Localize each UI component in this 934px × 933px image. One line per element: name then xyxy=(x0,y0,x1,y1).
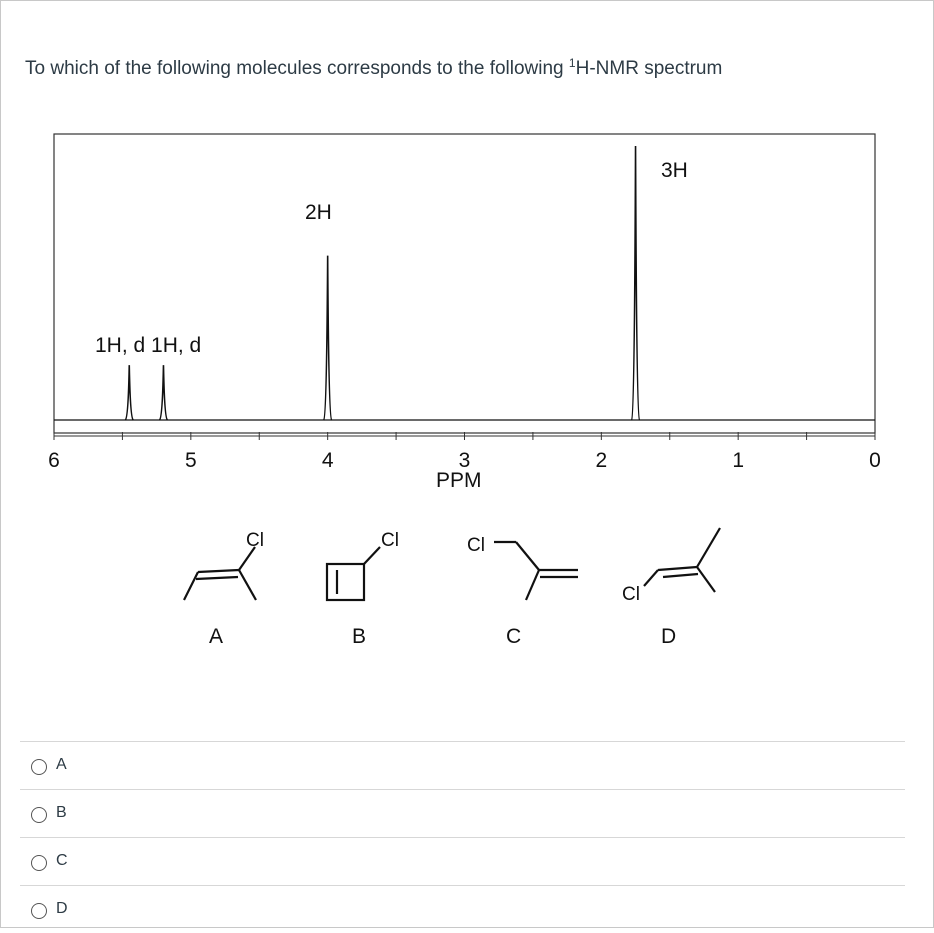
molecule-d-cl: Cl xyxy=(622,584,640,605)
answer-choices xyxy=(20,741,905,933)
nmr-peak-3 xyxy=(632,146,640,420)
ticks-group xyxy=(48,432,881,472)
x-tick-label-4: 2 xyxy=(595,449,608,472)
x-tick-label-0: 6 xyxy=(48,449,60,472)
radio-d[interactable] xyxy=(31,903,47,919)
molecule-c xyxy=(494,542,578,600)
molecule-c-cl: Cl xyxy=(467,535,485,556)
molecule-d-label: D xyxy=(661,625,677,648)
x-tick-label-1: 5 xyxy=(184,449,197,472)
molecule-d xyxy=(644,528,720,592)
question-text: To which of the following molecules corresponds to the following $^1$H-NMR spectrum xyxy=(25,56,723,79)
molecule-b xyxy=(327,547,380,600)
nmr-peak-1 xyxy=(159,365,167,420)
choice-a-label: A xyxy=(56,756,67,773)
radio-c[interactable] xyxy=(31,855,47,871)
choice-c[interactable] xyxy=(20,837,905,885)
molecule-a-cl: Cl xyxy=(246,530,264,551)
molecule-b-cl: Cl xyxy=(381,530,399,551)
plot-box xyxy=(54,134,875,433)
radio-a[interactable] xyxy=(31,759,47,775)
choice-b[interactable] xyxy=(20,789,905,837)
choice-d-label: D xyxy=(56,900,68,917)
choice-b-label: B xyxy=(56,804,67,821)
molecule-a xyxy=(184,547,256,600)
choice-d[interactable] xyxy=(20,885,905,933)
nmr-peak-0 xyxy=(125,365,133,420)
peak-label-2h: 2H xyxy=(305,201,332,224)
peak-label-1h-d: 1H, d 1H, d xyxy=(95,334,202,357)
x-tick-label-2: 4 xyxy=(321,449,334,472)
choice-c-label: C xyxy=(56,852,68,869)
x-tick-label-5: 1 xyxy=(732,449,745,472)
superscript-one: 1 xyxy=(568,56,576,70)
molecule-c-label: C xyxy=(506,625,522,648)
molecule-b-label: B xyxy=(352,625,367,648)
peak-label-3h: 3H xyxy=(661,159,688,182)
x-tick-label-6: 0 xyxy=(869,449,881,472)
molecule-a-label: A xyxy=(209,625,224,648)
radio-b[interactable] xyxy=(31,807,47,823)
nmr-peak-2 xyxy=(324,256,332,420)
x-tick-label-3: 3 xyxy=(458,449,471,472)
x-axis-title: PPM xyxy=(436,469,482,492)
peaks-group xyxy=(125,146,639,420)
choice-a[interactable] xyxy=(20,741,905,789)
